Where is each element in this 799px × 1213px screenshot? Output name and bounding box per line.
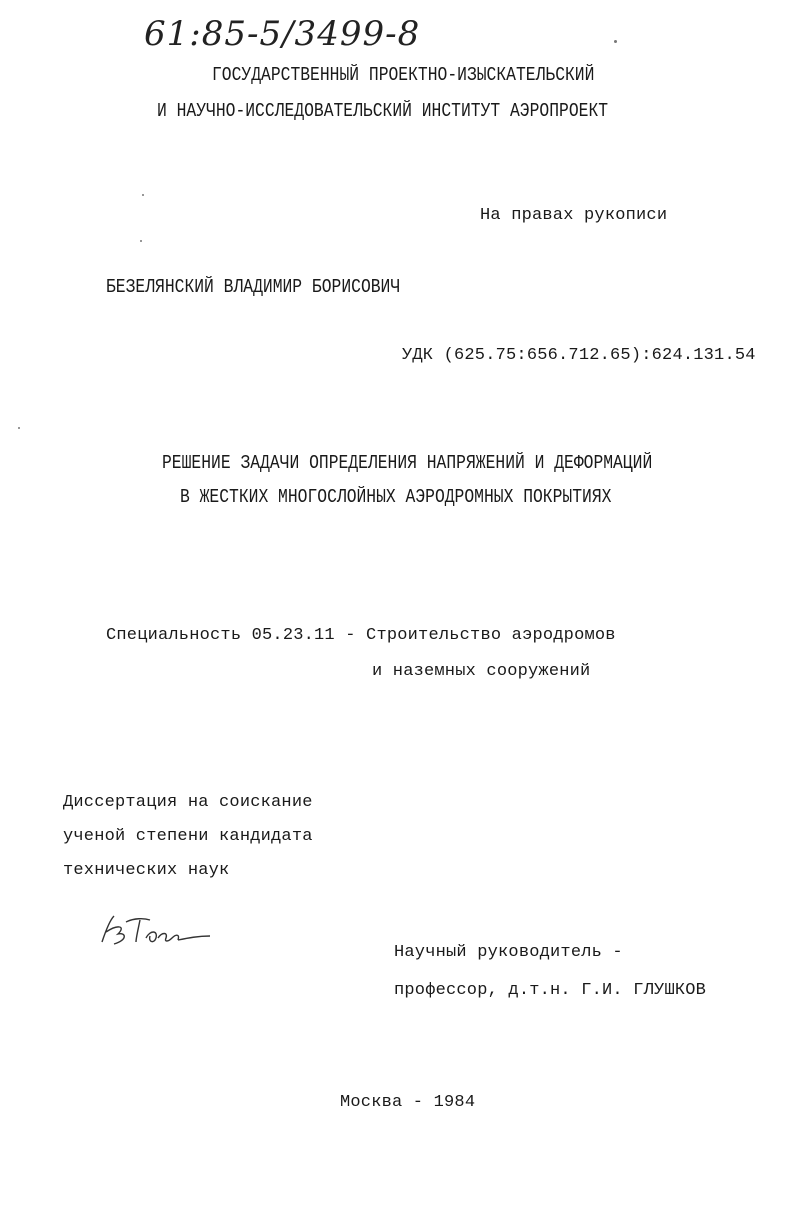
dissertation-line-1: Диссертация на соискание [63,793,313,812]
specialty-line-1: Специальность 05.23.11 - Строительство аэродромов [106,626,616,645]
paper-speck [614,40,617,43]
title-line-2: В ЖЕСТКИХ МНОГОСЛОЙНЫХ АЭРОДРОМНЫХ ПОКРЫТИЯХ [180,486,612,508]
supervisor-line-1: Научный руководитель - [394,943,623,962]
dissertation-line-3: технических наук [63,861,230,880]
paper-speck [18,427,20,429]
author-name: БЕЗЕЛЯНСКИЙ ВЛАДИМИР БОРИСОВИЧ [106,276,401,298]
udc-code: УДК (625.75:656.712.65):624.131.54 [402,346,756,365]
supervisor-line-2: профессор, д.т.н. Г.И. ГЛУШКОВ [394,981,707,1000]
specialty-line-2: и наземных сооружений [372,662,591,681]
institute-line-2: И НАУЧНО-ИССЛЕДОВАТЕЛЬСКИЙ ИНСТИТУТ АЭРОПРОЕКТ [157,100,609,122]
archive-code-handwritten: 61:85-5/3499-8 [144,14,421,54]
dissertation-line-2: ученой степени кандидата [63,827,313,846]
manuscript-rights: На правах рукописи [480,206,668,225]
title-line-1: РЕШЕНИЕ ЗАДАЧИ ОПРЕДЕЛЕНИЯ НАПРЯЖЕНИЙ И ДЕФОРМАЦИЙ [162,452,653,474]
paper-speck [140,240,142,242]
handwritten-signature [96,912,216,952]
place-year: Москва - 1984 [340,1093,476,1112]
institute-line-1: ГОСУДАРСТВЕННЫЙ ПРОЕКТНО-ИЗЫСКАТЕЛЬСКИЙ [212,64,595,86]
paper-speck [142,194,144,196]
